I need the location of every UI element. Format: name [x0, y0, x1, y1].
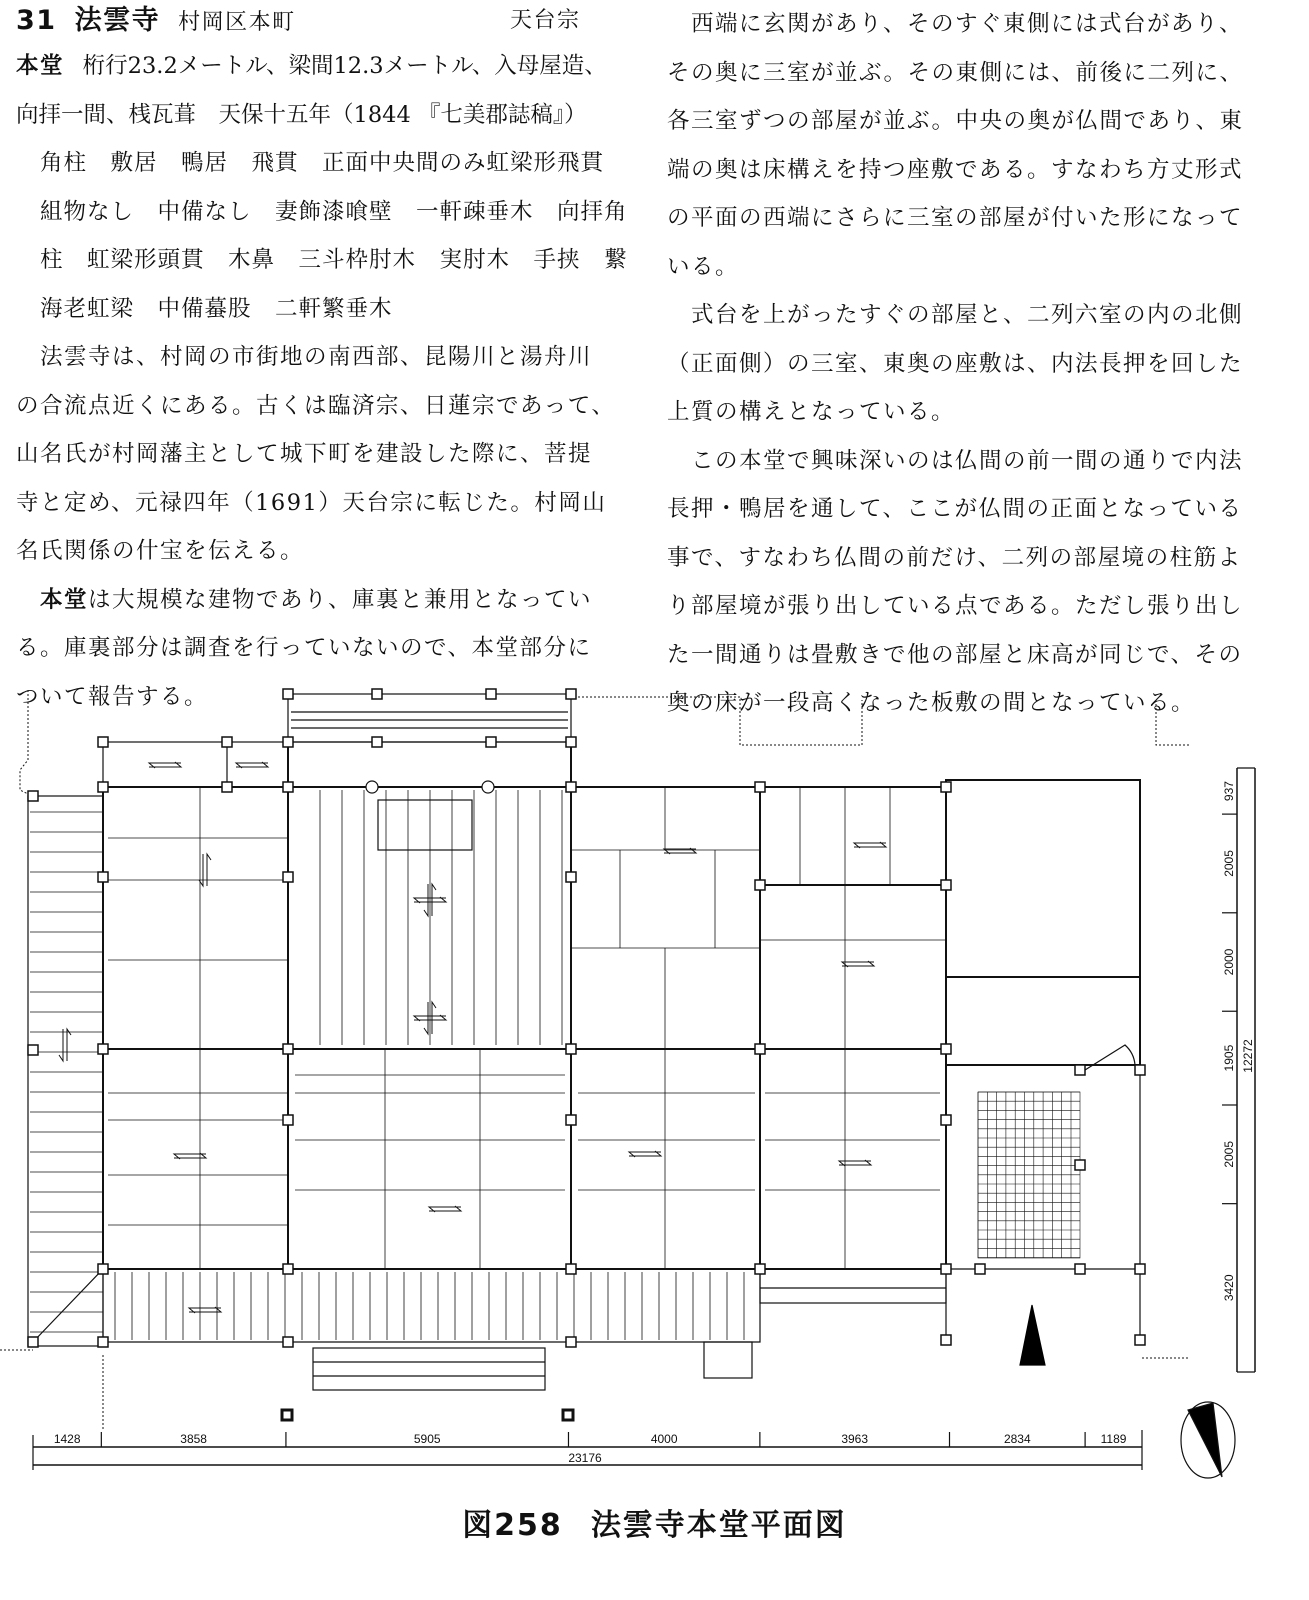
entry-header: [16, 0, 616, 42]
north-arrow-icon: [1020, 1305, 1045, 1365]
pillar: [283, 689, 293, 699]
text-line: ついて報告する。: [16, 683, 209, 710]
pillar: [372, 689, 382, 699]
pillar: [486, 689, 496, 699]
text-line: [16, 576, 616, 625]
text-line: 奥の床が一段高くなった板敷の間となっている。: [667, 690, 1196, 716]
text-line: の合流点近くにある。古くは臨済宗、日蓮宗であって、: [16, 392, 616, 419]
pillar: [941, 1264, 951, 1274]
pillar: [283, 1115, 293, 1125]
pillar: [28, 791, 38, 801]
door-arrow: [207, 854, 211, 886]
pillar: [28, 1337, 38, 1347]
temple-location: 村岡区本町: [178, 10, 296, 35]
text-line: 山名氏が村岡藩主として城下町を建設した際に、菩提: [16, 441, 593, 467]
pillar: [98, 782, 108, 792]
pillar: [98, 737, 108, 747]
text-line: いる。: [667, 253, 740, 280]
pillar: [941, 1115, 951, 1125]
pillar: [566, 1115, 576, 1125]
text-line: 各三室ずつの部屋が並ぶ。中央の奥が仏間であり、東: [667, 108, 1244, 134]
pillar: [941, 880, 951, 890]
pillar: [566, 782, 576, 792]
door-arrow: [432, 1002, 436, 1034]
door-arrow: [424, 884, 428, 916]
temple-name: 法雲寺: [74, 5, 161, 36]
south-veranda-outline: [33, 1045, 1140, 1390]
pillar: [755, 1044, 765, 1054]
spec-line-2: 向拝一間、桟瓦葺 天保十五年（1844 『七美郡誌稿』）: [16, 101, 587, 128]
pillar: [1135, 1065, 1145, 1075]
spec-dimensions: 桁行23.2メートル、梁間12.3メートル、入母屋造、: [82, 53, 607, 79]
main-hall-outline: [103, 780, 1140, 1269]
figure-number: 図258: [462, 1508, 563, 1543]
west-veranda: [28, 796, 103, 1346]
dimension-label: 937: [1222, 781, 1236, 802]
pillar: [283, 1264, 293, 1274]
dimension-label: 4000: [650, 1432, 678, 1446]
pillar: [566, 1337, 576, 1347]
pillar: [372, 737, 382, 747]
spec-detail: 海老虹梁 中備蟇股 二軒繁垂木: [40, 295, 393, 322]
pillar: [486, 737, 496, 747]
pillar: [283, 782, 293, 792]
pillar: [98, 1044, 108, 1054]
text-line: の平面の西端にさらに三室の部屋が付いた形になって: [667, 205, 1244, 231]
grid-floor-room: [978, 1092, 1080, 1258]
text-line: （正面側）の三室、東奥の座敷は、内法長押を回した: [667, 350, 1244, 377]
porch-north: [288, 694, 571, 742]
dimension-label: 1905: [1222, 1044, 1236, 1072]
dimension-label: 1189: [1100, 1432, 1127, 1446]
horizontal-total-label: 23176: [568, 1451, 602, 1465]
dimension-label: 2834: [1003, 1432, 1031, 1446]
paragraph-history: [16, 333, 616, 576]
text-line: 上質の構えとなっている。: [667, 399, 956, 425]
horizontal-dimension-labels: [54, 1432, 1127, 1446]
pillar: [566, 872, 576, 882]
text-line: り部屋境が張り出している点である。ただし張り出し: [667, 593, 1244, 619]
dimension-label: 3963: [841, 1432, 869, 1446]
spec-detail: 角柱 敷居 鴨居 飛貫 正面中央間のみ虹梁形飛貫: [40, 150, 605, 176]
temple-sect: 天台宗: [510, 8, 581, 33]
pillar: [941, 782, 951, 792]
door-arrow: [67, 1029, 71, 1061]
site-outline: [0, 690, 1190, 1430]
pillar: [566, 689, 576, 699]
pillar: [1075, 1065, 1085, 1075]
text-line: 端の奥は床構えを持つ座敷である。すなわち方丈形式: [667, 156, 1244, 183]
spec-label: 本堂: [16, 53, 65, 79]
figure-caption: [0, 1500, 1309, 1544]
door-arrow: [424, 1002, 428, 1034]
text-line: 事で、すなわち仏間の前だけ、二列の部屋境の柱筋よ: [667, 544, 1242, 571]
pillar: [283, 1044, 293, 1054]
text-line: た一間通りは畳敷きで他の部屋と床高が同じで、その: [667, 641, 1243, 668]
dimension-label: 2005: [1222, 1140, 1236, 1168]
right-column: [667, 0, 1267, 728]
text-line: 西端に玄関があり、そのすぐ東側には式台があり、: [691, 11, 1244, 37]
pillar: [566, 1264, 576, 1274]
dimension-label: 5905: [413, 1432, 441, 1446]
spec-detail: 柱 虹梁形頭貫 木鼻 三斗枠肘木 実肘木 手挟 繋: [40, 247, 628, 273]
spec-detail: 組物なし 中備なし 妻飾漆喰壁 一軒疎垂木 向拝角: [40, 198, 628, 225]
pillar: [283, 1337, 293, 1347]
vertical-dimension-labels: [1222, 781, 1236, 1301]
tatami-lines: [108, 787, 946, 1269]
pillar: [941, 1335, 951, 1345]
door-arrow: [59, 1029, 63, 1061]
pillar: [975, 1264, 985, 1274]
pillar: [566, 737, 576, 747]
pillar: [222, 782, 232, 792]
text-line: 法雲寺は、村岡の市街地の南西部、昆陽川と湯舟川: [40, 344, 593, 370]
pillar: [1135, 1264, 1145, 1274]
pillar: [98, 1337, 108, 1347]
pillar: [98, 1264, 108, 1274]
paragraph-layout: [667, 0, 1267, 291]
left-column: [16, 0, 628, 721]
text-line: 式台を上がったすぐの部屋と、二列六室の内の北側: [691, 302, 1244, 328]
pillar: [1075, 1264, 1085, 1274]
pillar: [755, 782, 765, 792]
pillar: [755, 1264, 765, 1274]
pillar: [755, 880, 765, 890]
paragraph-quality: [667, 291, 1267, 437]
figure-title: 法雲寺本堂平面図: [590, 1508, 847, 1543]
pillar: [283, 737, 293, 747]
south-veranda: [115, 1272, 744, 1340]
compass-icon: [1181, 1402, 1235, 1478]
text-line: 長押・鴨居を通して、ここが仏間の正面となっている: [667, 496, 1243, 522]
spec-line-1: [16, 42, 616, 91]
text-line: 寺と定め、元禄四年（1691）天台宗に転じた。村岡山: [16, 489, 607, 516]
bold-lead: 本堂: [40, 586, 89, 613]
text-line: る。庫裏部分は調査を行っていないので、本堂部分に: [16, 635, 592, 661]
entry-number: 31: [16, 5, 57, 36]
pillar: [222, 737, 232, 747]
pillar: [941, 1044, 951, 1054]
dimension-label: 3858: [180, 1432, 207, 1446]
pillar: [566, 1044, 576, 1054]
pillar: [28, 1045, 38, 1055]
pillar: [1075, 1160, 1085, 1170]
dimension-label: 3420: [1222, 1274, 1236, 1302]
genkan-rooms: [103, 742, 288, 787]
pillar: [1135, 1335, 1145, 1345]
text-span: は大規模な建物であり、庫裏と兼用となってい: [88, 586, 593, 613]
vertical-total-label: 12272: [1241, 1039, 1255, 1073]
dimension-label: 1428: [53, 1432, 81, 1446]
text-line: その奥に三室が並ぶ。その東側には、前後に二列に、: [667, 59, 1244, 86]
text-line: この本堂で興味深いのは仏間の前一間の通りで内法: [691, 447, 1244, 474]
pillar: [283, 872, 293, 882]
pillar: [98, 872, 108, 882]
dimension-label: 2000: [1222, 948, 1236, 976]
dimension-label: 2005: [1222, 850, 1236, 877]
door-arrow: [432, 884, 436, 916]
text-line: 名氏関係の什宝を伝える。: [16, 538, 305, 564]
floor-plan: [0, 670, 1309, 1500]
